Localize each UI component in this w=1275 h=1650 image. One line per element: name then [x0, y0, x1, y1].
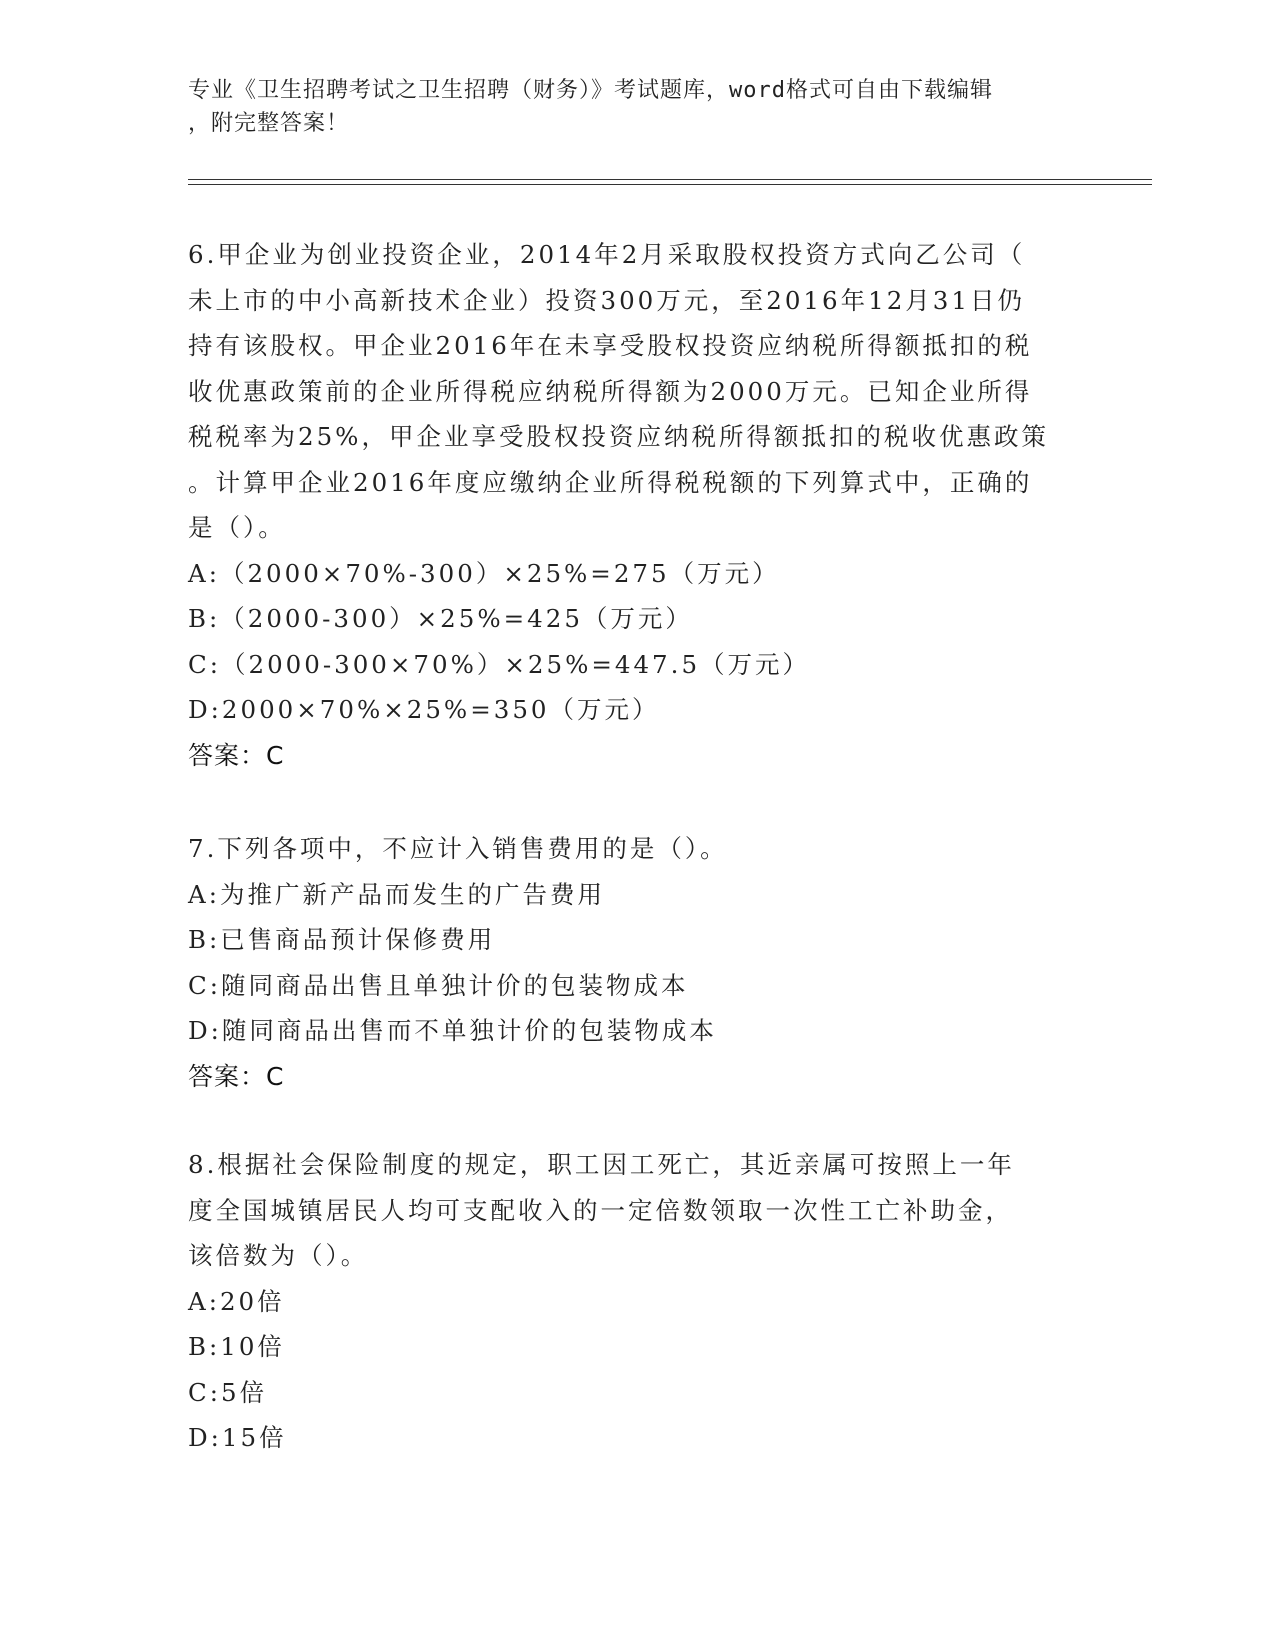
option-b: B:（2000-300）×25%=425（万元） — [188, 604, 693, 633]
option-c: C:（2000-300×70%）×25%=447.5（万元） — [188, 649, 811, 679]
option-d: D:随同商品出售而不单独计价的包装物成本 — [188, 1016, 717, 1045]
header-line-2: ，附完整答案！ — [188, 111, 350, 136]
answer: 答案：C — [188, 740, 285, 770]
question-stem-line: 8.根据社会保险制度的规定，职工因工死亡，其近亲属可按照上一年 — [188, 1150, 1015, 1179]
header-divider-bottom — [188, 184, 1152, 185]
question-stem-line: 未上市的中小高新技术企业）投资300万元，至2016年12月31日仍 — [188, 285, 1025, 315]
option-c: C:随同商品出售且单独计价的包装物成本 — [188, 970, 689, 1000]
header-line-1: 专业《卫生招聘考试之卫生招聘（财务）》考试题库，word格式可自由下载编辑 — [188, 78, 993, 103]
question-stem-line: 该倍数为（）。 — [188, 1241, 369, 1270]
answer: 答案：C — [188, 1061, 285, 1091]
question-stem-line: 。计算甲企业2016年度应缴纳企业所得税税额的下列算式中，正确的 — [188, 467, 1033, 497]
option-b: B:10倍 — [188, 1332, 285, 1361]
question-stem-line: 度全国城镇居民人均可支配收入的一定倍数领取一次性工亡补助金， — [188, 1195, 1013, 1225]
option-a: A:20倍 — [188, 1286, 285, 1316]
question-7 — [188, 826, 1078, 1099]
option-a: A:为推广新产品而发生的广告费用 — [188, 879, 605, 909]
document-header — [188, 74, 1068, 140]
question-stem-line: 持有该股权。甲企业2016年在未享受股权投资应纳税所得额抵扣的税 — [188, 331, 1033, 360]
option-b: B:已售商品预计保修费用 — [188, 925, 496, 954]
question-stem-line: 是（）。 — [188, 513, 286, 542]
option-d: D:15倍 — [188, 1423, 287, 1452]
option-a: A:（2000×70%-300）×25%=275（万元） — [188, 558, 780, 588]
option-d: D:2000×70%×25%=350（万元） — [188, 695, 660, 724]
option-c: C:5倍 — [188, 1377, 268, 1407]
header-divider-top — [188, 179, 1152, 180]
question-stem-line: 7.下列各项中，不应计入销售费用的是（）。 — [188, 834, 728, 863]
question-stem-line: 税税率为25%，甲企业享受股权投资应纳税所得额抵扣的税收优惠政策 — [188, 422, 1049, 451]
question-6 — [188, 232, 1078, 778]
question-stem-line: 收优惠政策前的企业所得税应纳税所得额为2000万元。已知企业所得 — [188, 376, 1033, 406]
question-8 — [188, 1142, 1078, 1461]
question-stem-line: 6.甲企业为创业投资企业，2014年2月采取股权投资方式向乙公司（ — [188, 240, 1026, 269]
